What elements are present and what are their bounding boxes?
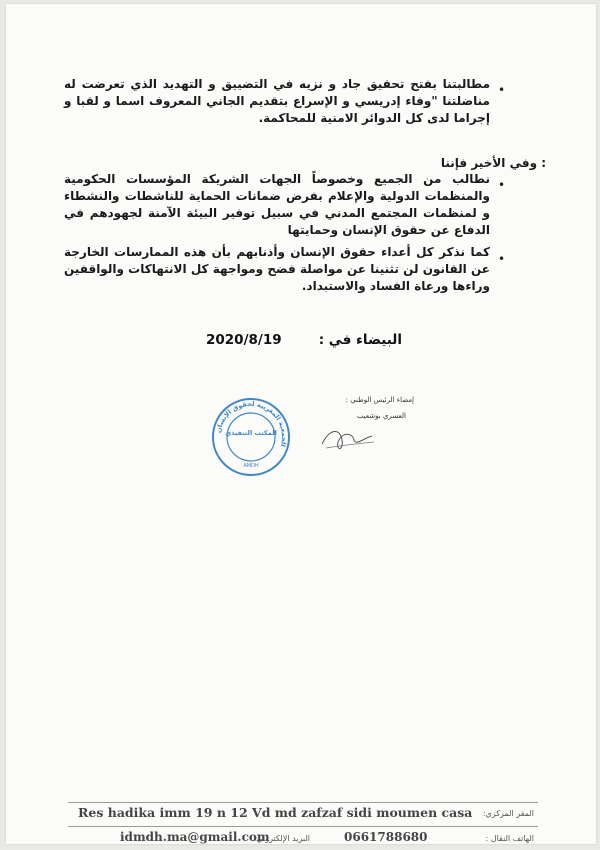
footer-address-label: المقر المركزي: <box>482 809 534 818</box>
footer-phone: 0661788680 <box>344 830 428 844</box>
bullet-marker: • <box>498 178 506 192</box>
signature-title: إمضاء الرئيس الوطني : <box>345 396 414 404</box>
footer-address: Res hadika imm 19 n 12 Vd md zafzaf sidi moumen casa <box>78 805 473 820</box>
footer-email-label: البريد الإلكتروني: <box>253 834 310 843</box>
footer-email: idmdh.ma@gmail.com <box>120 830 270 844</box>
paragraph-protection-demand: نطالب من الجميع وخصوصاً الجهات الشريكة المؤسسات الحكومية والمنظمات الدولية والإعلام بفرض ضمانات الحماية للناشطات والنشطاء و لمنظمات المجتمع المدني في سبيل توفير البيئة الآمنة لجهودهم في الدفاع عن حقوق الإنسان وحمايتها <box>64 172 490 237</box>
date-value: 2020/8/19 <box>206 332 282 348</box>
signature-name: العسري بوشعيب <box>356 412 406 420</box>
stamp-ring-text: الجمعية المغربية لحقوق الإنسان <box>214 399 289 448</box>
bullet-marker: • <box>498 252 506 266</box>
document-page <box>6 4 596 844</box>
stamp-latin-text: AMDH <box>243 463 259 469</box>
footer-rule-top <box>68 802 538 803</box>
paragraph-warning: كما نذكر كل أعداء حقوق الإنسان وأذنابهم بأن هذه الممارسات الخارجة عن القانون لن تثنينا عن مواصلة فضح ومواجهة كل الانتهاكات والواقفين وراءها ورعاة الفساد والاستبداد. <box>64 245 490 293</box>
stamp-center-text: المكتب التنفيذي <box>225 429 277 437</box>
paragraph-investigation-demand: مطالبتنا بفتح تحقيق جاد و نزيه في التضييق و التهديد الذي تعرضت له مناضلتنا "وفاء إدريسي و الإسراع بتقديم الجاني المعروف اسما و لقبا و إجراما لدى كل الدوائر الامنية للمحاكمة. <box>64 77 490 125</box>
closing-heading: : وفي الأخير فإننا <box>440 156 546 170</box>
bullet-marker: • <box>498 83 506 97</box>
official-stamp <box>210 396 292 478</box>
place-label: البيضاء في : <box>318 332 402 348</box>
date-line <box>206 332 406 354</box>
footer-rule-bottom <box>68 826 538 827</box>
handwritten-signature <box>318 422 378 456</box>
footer-phone-label: الهاتف النقال : <box>485 834 534 843</box>
